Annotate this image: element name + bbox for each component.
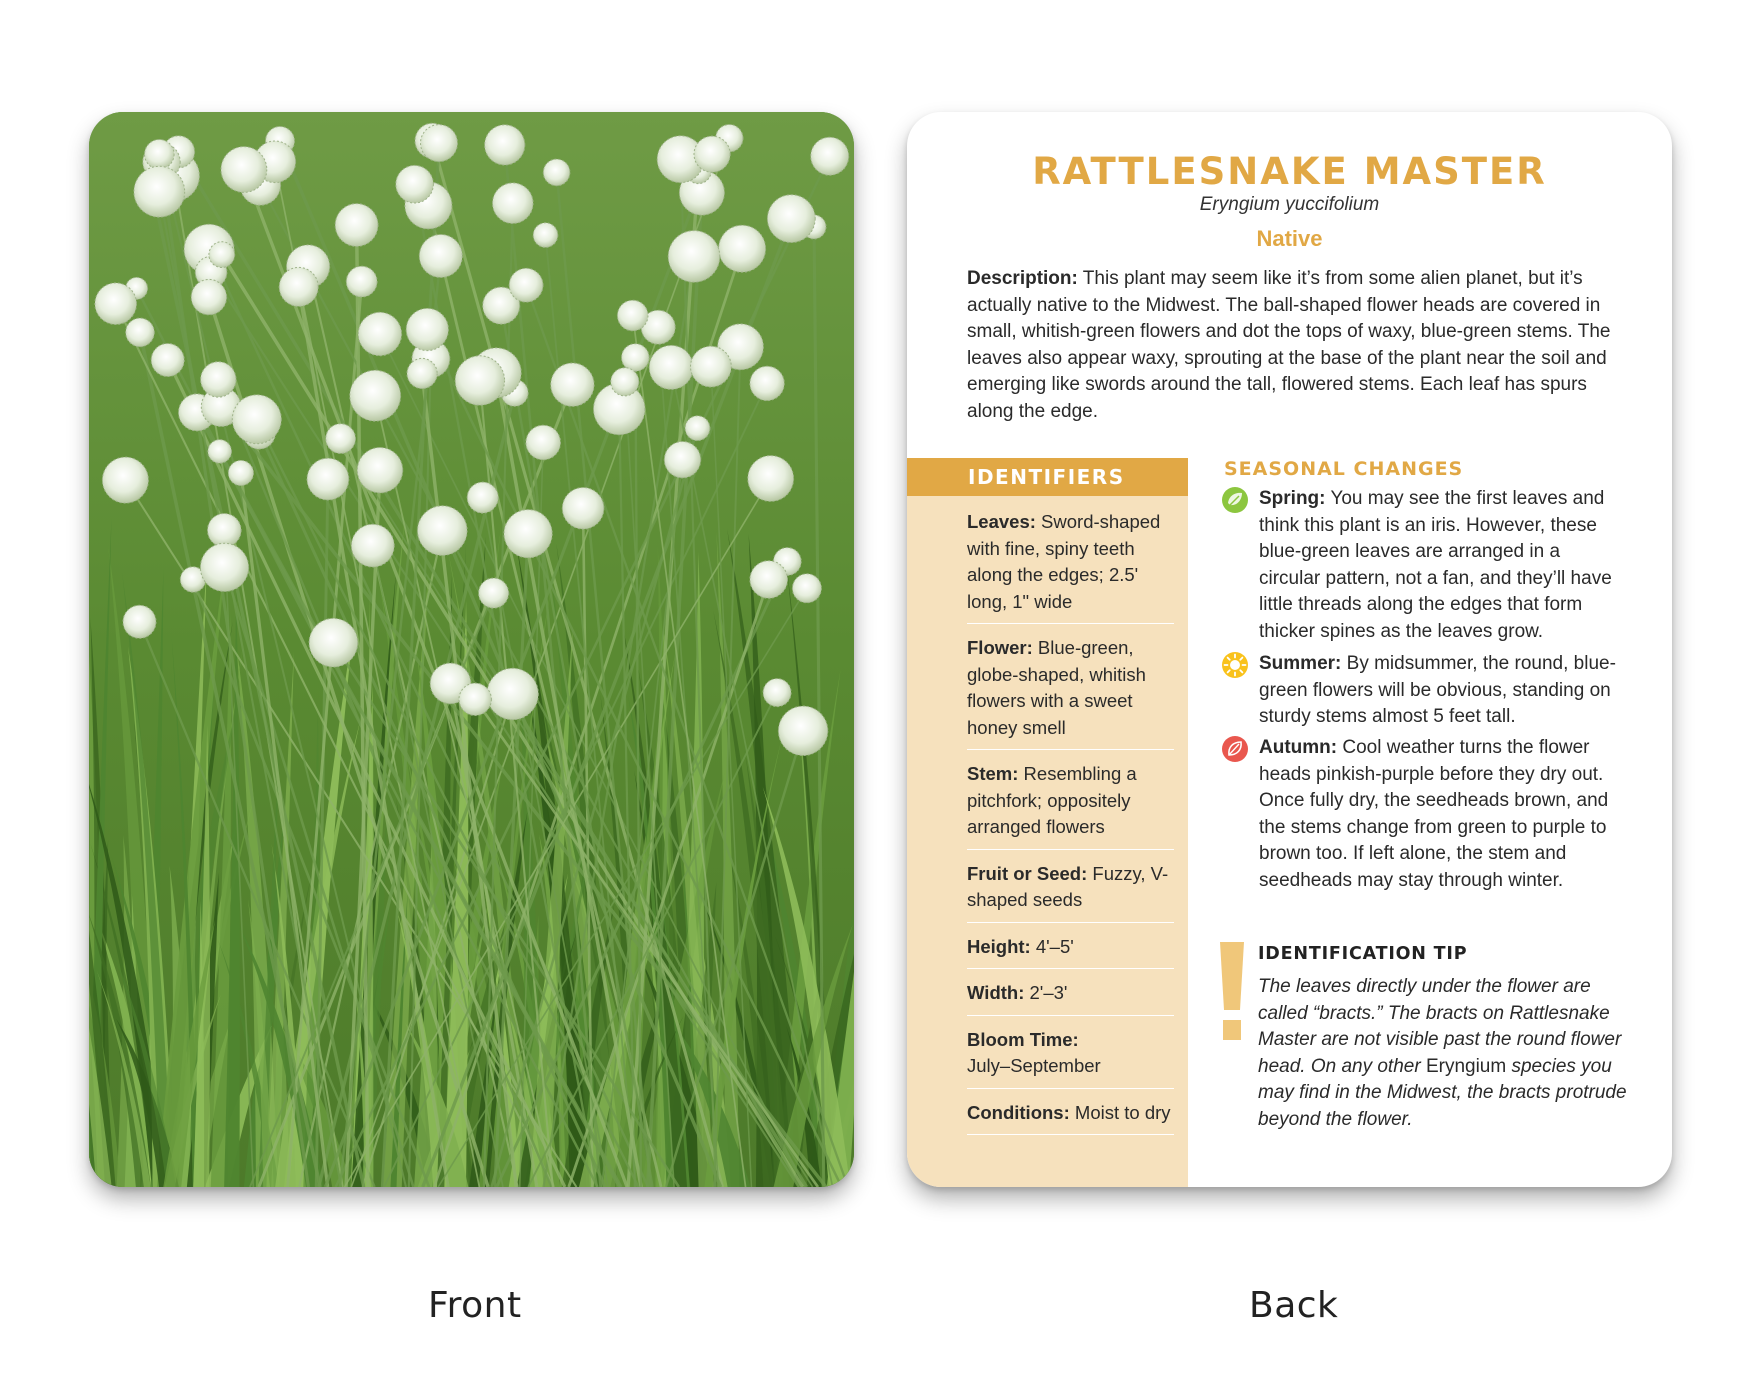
flower-head <box>307 458 349 500</box>
identifier-label: Height: <box>967 935 1031 957</box>
flower-head <box>396 165 434 203</box>
season-autumn <box>1259 735 1624 894</box>
autumn-leaf-icon <box>1221 735 1249 763</box>
identifiers-panel <box>907 458 1188 1187</box>
identifier-label: Width: <box>967 982 1025 1003</box>
flower-head <box>551 363 594 406</box>
identifier-label: Stem: <box>967 763 1019 784</box>
season-text: Cool weather turns the flower heads pinkish-purple before they dry out. Once fully dry, the seedheads brown, and the stems change from green to purple to brown too. If left alone, the stem and seedheads may stay through winter. <box>1259 737 1609 891</box>
flower-head <box>487 668 538 719</box>
flower-head <box>685 416 710 441</box>
season-text: You may see the first leaves and think this plant is an iris. However, these blue-green leaves are arranged in a circular pattern, not a fan, and they’ll have little threads along the edges that form thicker spines as the leaves grow. <box>1259 488 1612 642</box>
description-label: Description: <box>967 268 1078 289</box>
sun-icon <box>1221 651 1249 679</box>
flower-head <box>191 279 226 314</box>
identifier-height <box>967 931 1174 970</box>
flower-head <box>811 137 849 175</box>
flower-head <box>792 574 821 603</box>
identifier-text: Resembling a pitchfork; oppositely arranged flowers <box>967 763 1137 837</box>
tip-text-before: The leaves directly under the flower are called “bracts.” The bracts on Rattlesnake Master are not visible past the round flower head. On any other <box>1258 976 1622 1077</box>
flower-head <box>209 242 235 268</box>
identifier-label: Fruit or Seed: <box>967 862 1088 884</box>
spring-leaf-icon <box>1221 486 1249 514</box>
flower-head <box>309 618 358 667</box>
flower-head <box>694 136 730 172</box>
identifier-label: Leaves: <box>967 511 1036 532</box>
flower-head <box>649 345 693 389</box>
exclamation-icon <box>1219 942 1245 1042</box>
flower-head <box>232 395 281 444</box>
flower-head <box>102 457 148 503</box>
flower-head <box>134 166 185 217</box>
flower-head <box>151 344 184 377</box>
flower-head <box>201 362 236 397</box>
flower-head <box>479 578 509 608</box>
identifier-label: Conditions: <box>967 1101 1070 1123</box>
native-status: Native <box>1256 226 1323 251</box>
flower-head <box>485 125 525 165</box>
flower-head <box>617 300 648 331</box>
flower-head <box>358 312 401 355</box>
flower-head <box>526 425 561 460</box>
description-text: This plant may seem like it’s from some alien planet, but it’s actually native to the Midwest. The ball-shaped flower heads are covered in small, whitish-green flowers and dot the tops of waxy, blue-green stems. The leaves also appear waxy, sprouting at the base of the plant near the soil and emerging like swords around the tall, flowered stems. Each leaf has spurs along the edge. <box>967 268 1611 422</box>
flower-head <box>719 225 766 272</box>
flower-head <box>509 268 543 302</box>
identifier-flower <box>967 632 1174 750</box>
front-caption: Front <box>428 1285 522 1326</box>
flower-head <box>767 195 815 243</box>
identifier-text: Sword-shaped with fine, spiny teeth along the edges; 2.5' long, 1" wide <box>967 511 1161 612</box>
flower-head <box>123 605 156 638</box>
front-card <box>89 112 854 1187</box>
flower-head <box>126 318 155 347</box>
identifier-text: Fuzzy, V-shaped seeds <box>967 862 1169 910</box>
flower-head <box>350 370 401 421</box>
season-label: Autumn: <box>1259 737 1338 758</box>
description <box>967 266 1622 425</box>
back-card <box>907 112 1672 1187</box>
flower-head <box>691 346 732 387</box>
identifiers-list <box>967 506 1174 1143</box>
flower-head <box>208 440 232 464</box>
flower-head <box>533 223 558 248</box>
flower-head <box>346 266 377 297</box>
identifier-width <box>967 977 1174 1016</box>
season-label: Spring: <box>1259 488 1326 509</box>
flower-head <box>504 510 552 558</box>
flower-head <box>221 147 267 193</box>
identifier-bloom-time <box>967 1024 1174 1089</box>
back-caption: Back <box>1249 1285 1339 1326</box>
season-summer <box>1259 651 1624 731</box>
seasonal-changes-title: SEASONAL CHANGES <box>1224 458 1464 480</box>
flower-head <box>421 125 458 162</box>
identifier-text: Moist to dry <box>1074 1101 1171 1123</box>
season-label: Summer: <box>1259 653 1342 674</box>
flower-head <box>750 561 788 599</box>
identification-tip-text <box>1258 974 1628 1133</box>
flower-head <box>455 356 504 405</box>
flower-head <box>493 183 534 224</box>
flower-head <box>200 543 248 591</box>
flower-head <box>459 683 491 715</box>
flower-head <box>279 267 318 306</box>
identifier-text: Blue-green, globe-shaped, whitish flowers with a sweet honey smell <box>967 637 1146 738</box>
season-text: By midsummer, the round, blue-green flowers will be obvious, standing on sturdy stems almost 5 feet tall. <box>1259 653 1616 727</box>
tip-genus: Eryngium <box>1425 1055 1507 1077</box>
flower-head <box>335 204 378 247</box>
flower-head <box>668 231 720 283</box>
identifier-text: 2'–3' <box>1029 982 1068 1003</box>
flower-head <box>543 159 570 186</box>
flower-head <box>228 460 253 485</box>
flower-head <box>763 679 791 707</box>
flower-head <box>407 358 437 388</box>
flower-head <box>562 488 604 530</box>
flower-head <box>664 442 700 478</box>
identifiers-header: IDENTIFIERS <box>907 458 1188 496</box>
flower-head <box>419 235 462 278</box>
identifier-conditions <box>967 1097 1174 1136</box>
identification-tip-title: IDENTIFICATION TIP <box>1258 944 1468 964</box>
identifier-text: 4'–5' <box>1035 935 1074 957</box>
flower-head <box>418 506 468 556</box>
identifier-text: July–September <box>967 1055 1101 1076</box>
flower-head <box>357 448 402 493</box>
flower-head <box>622 344 650 372</box>
flower-head <box>351 524 394 567</box>
flower-head <box>406 308 448 350</box>
flower-head <box>95 283 137 325</box>
plant-name: RATTLESNAKE MASTER <box>1032 150 1547 193</box>
flower-head <box>778 706 827 755</box>
plant-photo <box>89 112 854 1187</box>
flower-head <box>145 140 175 170</box>
identifier-label: Flower: <box>967 637 1033 658</box>
flower-head <box>750 366 784 400</box>
identifier-fruit-seed <box>967 858 1174 923</box>
flower-head <box>748 456 794 502</box>
identifier-stem <box>967 758 1174 850</box>
tip-text-after: species you may find in the Midwest, the bracts protrude beyond the flower. <box>1258 1055 1627 1130</box>
scientific-name: Eryngium yuccifolium <box>1199 194 1380 215</box>
flower-head <box>467 482 498 513</box>
flower-head <box>611 368 639 396</box>
flower-head <box>208 514 242 548</box>
season-spring <box>1259 486 1624 645</box>
flower-head <box>326 424 356 454</box>
identifier-leaves <box>967 506 1174 624</box>
identifier-label: Bloom Time: <box>967 1028 1079 1050</box>
